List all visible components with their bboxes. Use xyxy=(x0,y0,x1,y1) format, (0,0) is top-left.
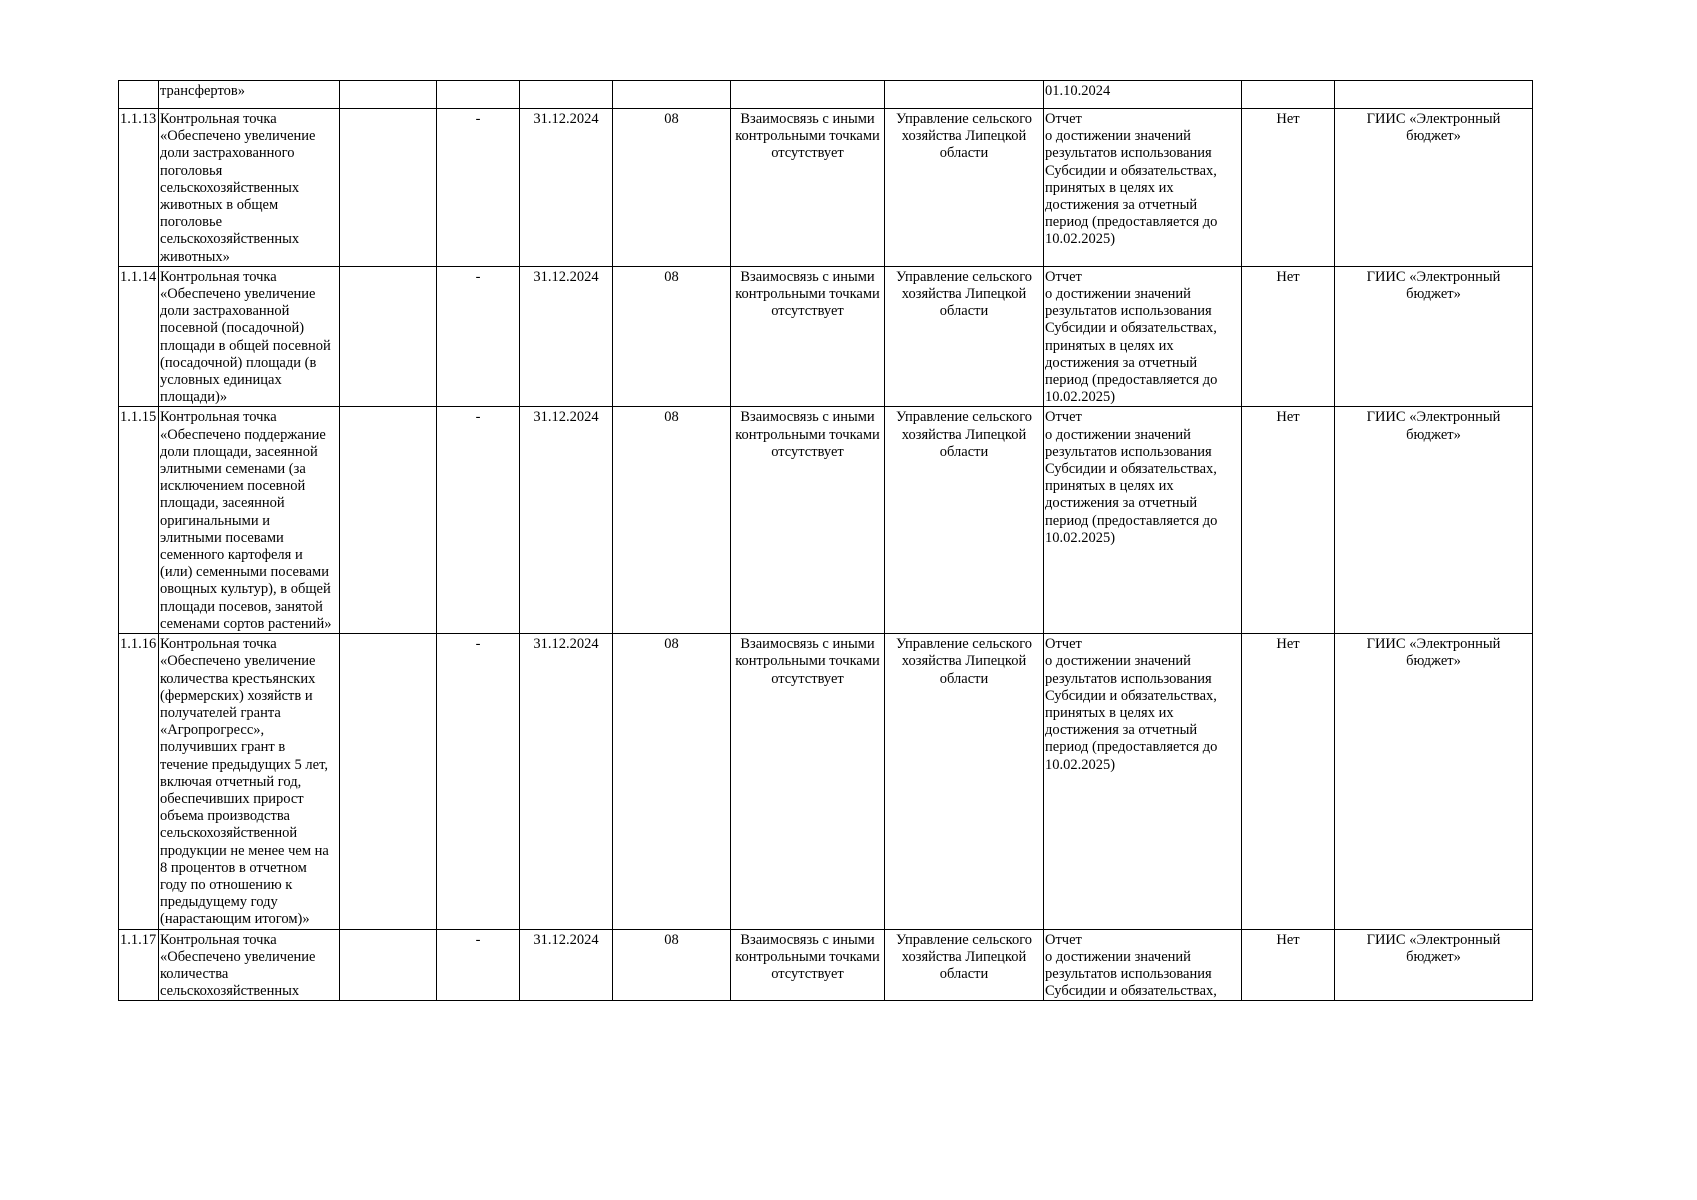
flag-cell: Нет xyxy=(1242,929,1335,1001)
cell-blank xyxy=(340,266,437,407)
cell-dash: - xyxy=(437,634,520,929)
report-cell: Отчет о достижении значений результатов использования Субсидии и обязательствах, принятых в целях их достижения за отчетный период (предоставляется до 10.02.2025) xyxy=(1044,266,1242,407)
flag-cell: Нет xyxy=(1242,266,1335,407)
table-row xyxy=(119,407,1533,634)
report-cell: Отчет о достижении значений результатов использования Субсидии и обязательствах, принятых в целях их достижения за отчетный период (предоставляется до 10.02.2025) xyxy=(1044,634,1242,929)
relation-cell xyxy=(731,81,885,109)
cell-dash xyxy=(437,81,520,109)
code-cell: 08 xyxy=(613,266,731,407)
system-cell: ГИИС «Электронный бюджет» xyxy=(1335,407,1533,634)
system-cell: ГИИС «Электронный бюджет» xyxy=(1335,109,1533,267)
control-point-name: Контрольная точка «Обеспечено увеличение доли застрахованного поголовья сельскохозяйственных животных в общем поголовье сельскохозяйственных животных» xyxy=(159,109,340,267)
table-row xyxy=(119,929,1533,1001)
code-cell xyxy=(613,81,731,109)
row-number: 1.1.16 xyxy=(119,634,159,929)
system-cell: ГИИС «Электронный бюджет» xyxy=(1335,634,1533,929)
responsible-cell: Управление сельского хозяйства Липецкой области xyxy=(885,266,1044,407)
cell-blank xyxy=(340,407,437,634)
control-point-name: трансфертов» xyxy=(159,81,340,109)
cell-blank xyxy=(340,109,437,267)
due-date: 31.12.2024 xyxy=(520,634,613,929)
flag-cell: Нет xyxy=(1242,407,1335,634)
code-cell: 08 xyxy=(613,109,731,267)
relation-cell: Взаимосвязь с иными контрольными точками отсутствует xyxy=(731,929,885,1001)
control-point-name: Контрольная точка «Обеспечено увеличение количества крестьянских (фермерских) хозяйств и получателей гранта «Агропрогресс», получивших грант в течение предыдущих 5 лет, включая отчетный год, обеспечивших прирост объема производства сельскохозяйственной продукции не менее чем на 8 процентов в отчетном году по отношению к предыдущему году (нарастающим итогом)» xyxy=(159,634,340,929)
relation-cell: Взаимосвязь с иными контрольными точками отсутствует xyxy=(731,407,885,634)
cell-dash: - xyxy=(437,266,520,407)
due-date: 31.12.2024 xyxy=(520,266,613,407)
relation-cell: Взаимосвязь с иными контрольными точками отсутствует xyxy=(731,266,885,407)
code-cell: 08 xyxy=(613,407,731,634)
table-row xyxy=(119,81,1533,109)
relation-cell: Взаимосвязь с иными контрольными точками отсутствует xyxy=(731,634,885,929)
control-points-table xyxy=(118,80,1533,1001)
cell-blank xyxy=(340,81,437,109)
row-number: 1.1.15 xyxy=(119,407,159,634)
row-number: 1.1.17 xyxy=(119,929,159,1001)
relation-cell: Взаимосвязь с иными контрольными точками отсутствует xyxy=(731,109,885,267)
control-point-name: Контрольная точка «Обеспечено увеличение количества сельскохозяйственных xyxy=(159,929,340,1001)
code-cell: 08 xyxy=(613,634,731,929)
due-date xyxy=(520,81,613,109)
cell-blank xyxy=(340,634,437,929)
report-cell: 01.10.2024 xyxy=(1044,81,1242,109)
report-cell: Отчет о достижении значений результатов использования Субсидии и обязательствах, xyxy=(1044,929,1242,1001)
due-date: 31.12.2024 xyxy=(520,109,613,267)
flag-cell: Нет xyxy=(1242,109,1335,267)
system-cell: ГИИС «Электронный бюджет» xyxy=(1335,929,1533,1001)
due-date: 31.12.2024 xyxy=(520,929,613,1001)
responsible-cell: Управление сельского хозяйства Липецкой области xyxy=(885,634,1044,929)
table-row xyxy=(119,634,1533,929)
cell-dash: - xyxy=(437,407,520,634)
table-row xyxy=(119,109,1533,267)
cell-blank xyxy=(340,929,437,1001)
responsible-cell xyxy=(885,81,1044,109)
flag-cell xyxy=(1242,81,1335,109)
code-cell: 08 xyxy=(613,929,731,1001)
report-cell: Отчет о достижении значений результатов использования Субсидии и обязательствах, принятых в целях их достижения за отчетный период (предоставляется до 10.02.2025) xyxy=(1044,407,1242,634)
system-cell: ГИИС «Электронный бюджет» xyxy=(1335,266,1533,407)
due-date: 31.12.2024 xyxy=(520,407,613,634)
system-cell xyxy=(1335,81,1533,109)
control-point-name: Контрольная точка «Обеспечено поддержание доли площади, засеянной элитными семенами (за исключением посевной площади, засеянной оригинальными и элитными посевами семенного картофеля и (или) семенными посевами овощных культур), в общей площади посевов, занятой семенами сортов растений» xyxy=(159,407,340,634)
row-number xyxy=(119,81,159,109)
report-cell: Отчет о достижении значений результатов использования Субсидии и обязательствах, принятых в целях их достижения за отчетный период (предоставляется до 10.02.2025) xyxy=(1044,109,1242,267)
responsible-cell: Управление сельского хозяйства Липецкой области xyxy=(885,407,1044,634)
control-point-name: Контрольная точка «Обеспечено увеличение доли застрахованной посевной (посадочной) площади в общей посевной (посадочной) площади (в условных единицах площади)» xyxy=(159,266,340,407)
row-number: 1.1.13 xyxy=(119,109,159,267)
flag-cell: Нет xyxy=(1242,634,1335,929)
responsible-cell: Управление сельского хозяйства Липецкой области xyxy=(885,109,1044,267)
table-row xyxy=(119,266,1533,407)
responsible-cell: Управление сельского хозяйства Липецкой области xyxy=(885,929,1044,1001)
cell-dash: - xyxy=(437,929,520,1001)
cell-dash: - xyxy=(437,109,520,267)
row-number: 1.1.14 xyxy=(119,266,159,407)
